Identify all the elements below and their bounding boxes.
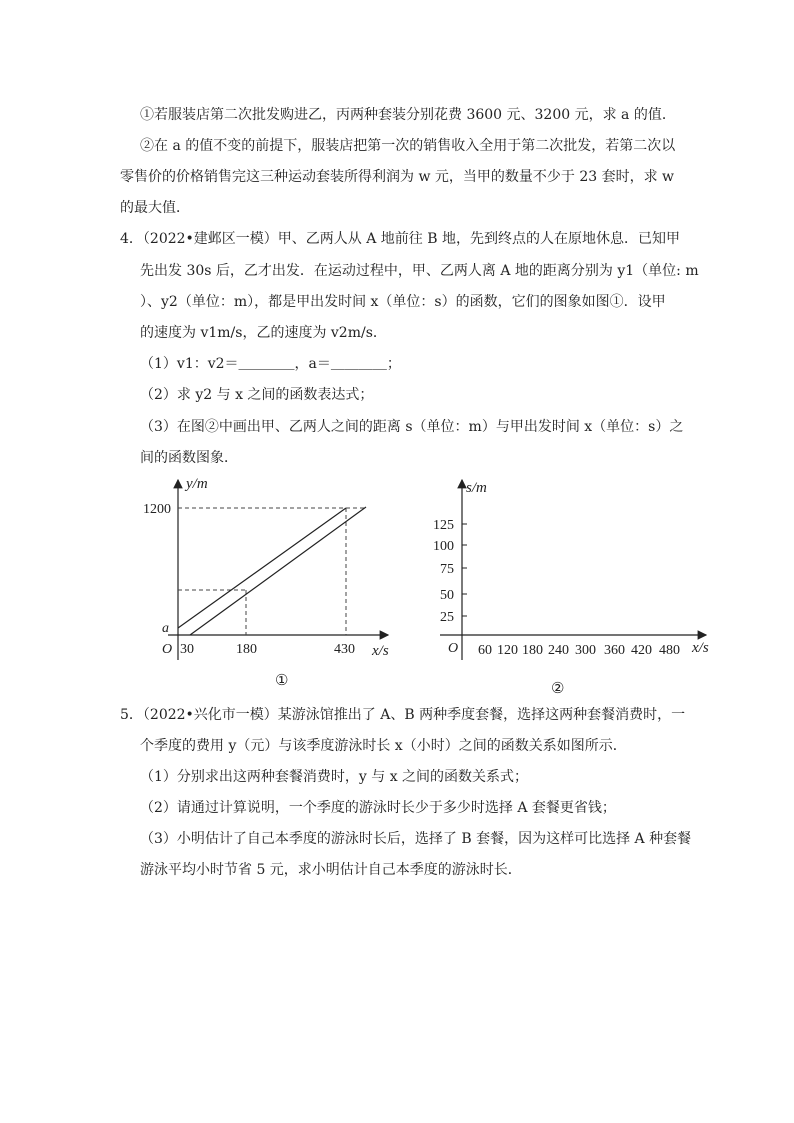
q5-sub3-line1: （3）小明估计了自己本季度的游泳时长后，选择了 B 套餐，因为这样可比选择 A 种套餐 [140,831,692,847]
fig1-ytick-1200: 1200 [143,502,171,517]
fig1-ytick-a: a [162,621,169,636]
q4-line2: 先出发 30s 后，乙才出发．在运动过程中，甲、乙两人离 A 地的距离分别为 y1（单位: m [140,263,699,279]
q4-sub3-line1: （3）在图②中画出甲、乙两人之间的距离 s（单位：m）与甲出发时间 x（单位：s）之 [140,419,684,435]
fig1-xlabel: x/s [372,643,389,659]
fig2-ytick-25: 25 [440,610,454,625]
fig2-ylabel: s/m [466,480,487,496]
fig2-xlabel: x/s [692,640,709,656]
fig1-origin: O [162,642,173,657]
fig1-series-jia [178,508,346,628]
fig2-xtick-300: 300 [575,643,596,658]
fig1-xtick-430: 430 [334,642,355,657]
q4-line1: 4．（2022•建邺区一模）甲、乙两人从 A 地前往 B 地，先到终点的人在原地休息．已知甲 [120,231,680,247]
fig2-xtick-180: 180 [522,643,543,658]
q4-sub2: （2）求 y2 与 x 之间的函数表达式； [140,387,374,403]
fig1-series-yi [190,507,366,635]
fig1-xtick-30: 30 [180,642,194,657]
q5-line2: 个季度的费用 y（元）与该季度游泳时长 x（小时）之间的函数关系如图所示． [140,738,627,754]
fig2-xtick-360: 360 [604,643,625,658]
fig2-xtick-420: 420 [631,643,652,658]
fig2-ytick-75: 75 [440,562,454,577]
q3-part2-line1: ②在 a 的值不变的前提下，服装店把第一次的销售收入全用于第二次批发，若第二次以 [140,138,676,154]
fig2-caption: ② [551,681,565,697]
fig2-ytick-125: 125 [433,518,454,533]
q3-part2-line2: 零售价的价格销售完这三种运动套装所得利润为 w 元，当甲的数量不少于 23 套时，求 w [120,169,675,185]
fig1-ylabel: y/m [186,476,208,492]
q5-sub2: （2）请通过计算说明，一个季度的游泳时长少于多少时选择 A 套餐更省钱； [140,800,616,816]
q5-line1: 5．（2022•兴化市一模）某游泳馆推出了 A、B 两种季度套餐，选择这两种套餐消费时，一 [120,707,686,723]
fig2-xtick-120: 120 [497,643,518,658]
q4-line4: 的速度为 v1m/s，乙的速度为 v2m/s． [140,325,387,341]
fig2-y-ticks [462,524,467,616]
q3-part2-line3: 的最大值． [120,200,190,216]
q4-sub1: （1）v1：v2＝＿＿＿＿，a＝＿＿＿＿； [140,356,401,372]
fig2-xtick-60: 60 [478,643,492,658]
fig2-ytick-50: 50 [440,588,454,603]
q5-sub1: （1）分别求出这两种套餐消费时，y 与 x 之间的函数关系式； [140,769,529,785]
fig2-xtick-240: 240 [548,643,569,658]
q5-sub3-line2: 游泳平均小时节省 5 元，求小明估计自己本季度的游泳时长． [140,862,522,878]
fig1-caption: ① [275,673,289,689]
fig2-xtick-480: 480 [659,643,680,658]
q4-sub3-line2: 间的函数图象． [140,450,238,466]
fig1-xtick-180: 180 [236,642,257,657]
fig2-origin: O [448,641,459,656]
q3-part1: ①若服装店第二次批发购进乙，丙两种套装分别花费 3600 元、3200 元，求 a 的值． [140,107,676,123]
q4-line3: ）、y2（单位：m），都是甲出发时间 x（单位：s）的函数，它们的图象如图①．设甲 [140,294,666,310]
fig2-ytick-100: 100 [433,539,454,554]
